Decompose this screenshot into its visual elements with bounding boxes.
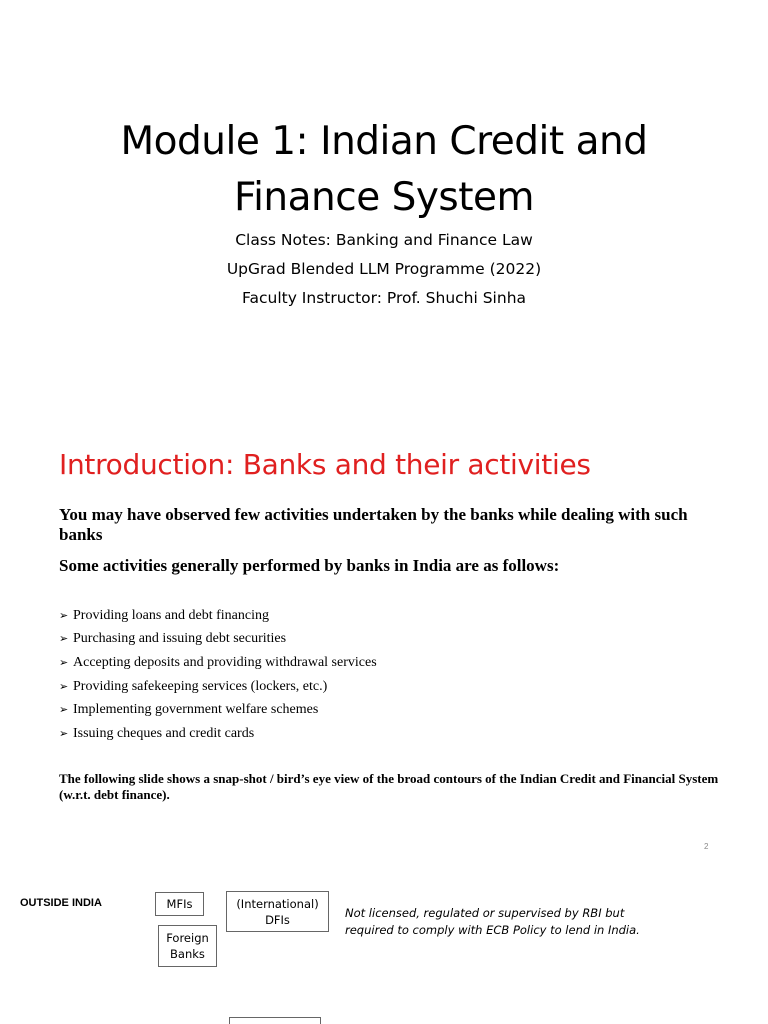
dfi-box-line-2: DFIs: [265, 912, 290, 927]
list-item-text: Providing loans and debt financing: [73, 607, 269, 623]
list-item: [59, 651, 377, 675]
page-title: [0, 114, 768, 226]
arrow-bullet-icon: ➢: [59, 609, 69, 622]
transition-note: The following slide shows a snap-shot / bird’s eye view of the broad contours of the Indian Credit and Financial System (w.r.t. debt finance).: [59, 771, 719, 802]
instructor-subtitle: Faculty Instructor: Prof. Shuchi Sinha: [241, 289, 527, 307]
programme-subtitle: UpGrad Blended LLM Programme (2022): [226, 260, 542, 278]
intro-paragraph-2: Some activities generally performed by banks in India are as follows:: [59, 556, 560, 575]
list-item-text: Purchasing and issuing debt securities: [73, 631, 287, 647]
list-item-text: Providing safekeeping services (lockers, etc.): [73, 678, 328, 694]
mfi-box-label: MFIs: [166, 897, 193, 911]
cropped-box: [229, 1017, 321, 1024]
arrow-bullet-icon: ➢: [59, 656, 69, 669]
intro-paragraph-1: You may have observed few activities undertaken by the banks while dealing with such banks: [59, 505, 688, 544]
page-number: 2: [704, 842, 709, 851]
list-item: [59, 722, 377, 746]
list-item: [59, 604, 377, 628]
mfi-box: [155, 892, 204, 916]
arrow-bullet-icon: ➢: [59, 680, 69, 693]
list-item-text: Implementing government welfare schemes: [73, 702, 319, 718]
list-item: [59, 675, 377, 699]
foreign-box-line-1: Foreign: [166, 931, 209, 945]
outside-india-label: OUTSIDE INDIA: [20, 897, 102, 909]
section-heading: Introduction: Banks and their activities: [59, 448, 591, 481]
foreign-banks-box: [158, 925, 217, 967]
arrow-bullet-icon: ➢: [59, 704, 69, 717]
arrow-bullet-icon: ➢: [59, 727, 69, 740]
international-dfi-box: [226, 891, 329, 932]
list-item-text: Issuing cheques and credit cards: [73, 725, 255, 741]
regulation-note-line-1: Not licensed, regulated or supervised by RBI but: [345, 906, 625, 920]
activities-list: [59, 604, 377, 746]
list-item: [59, 698, 377, 722]
dfi-box-line-1: (International): [236, 896, 319, 911]
regulation-note: [345, 905, 655, 939]
list-item: [59, 628, 377, 652]
regulation-note-line-2: required to comply with ECB Policy to lend in India.: [345, 923, 640, 937]
arrow-bullet-icon: ➢: [59, 633, 69, 646]
course-subtitle: Class Notes: Banking and Finance Law: [235, 231, 533, 249]
list-item-text: Accepting deposits and providing withdrawal services: [73, 654, 377, 670]
foreign-box-line-2: Banks: [170, 947, 205, 961]
title-line-1: Module 1: Indian Credit and: [120, 119, 648, 164]
title-line-2: Finance System: [233, 175, 535, 220]
